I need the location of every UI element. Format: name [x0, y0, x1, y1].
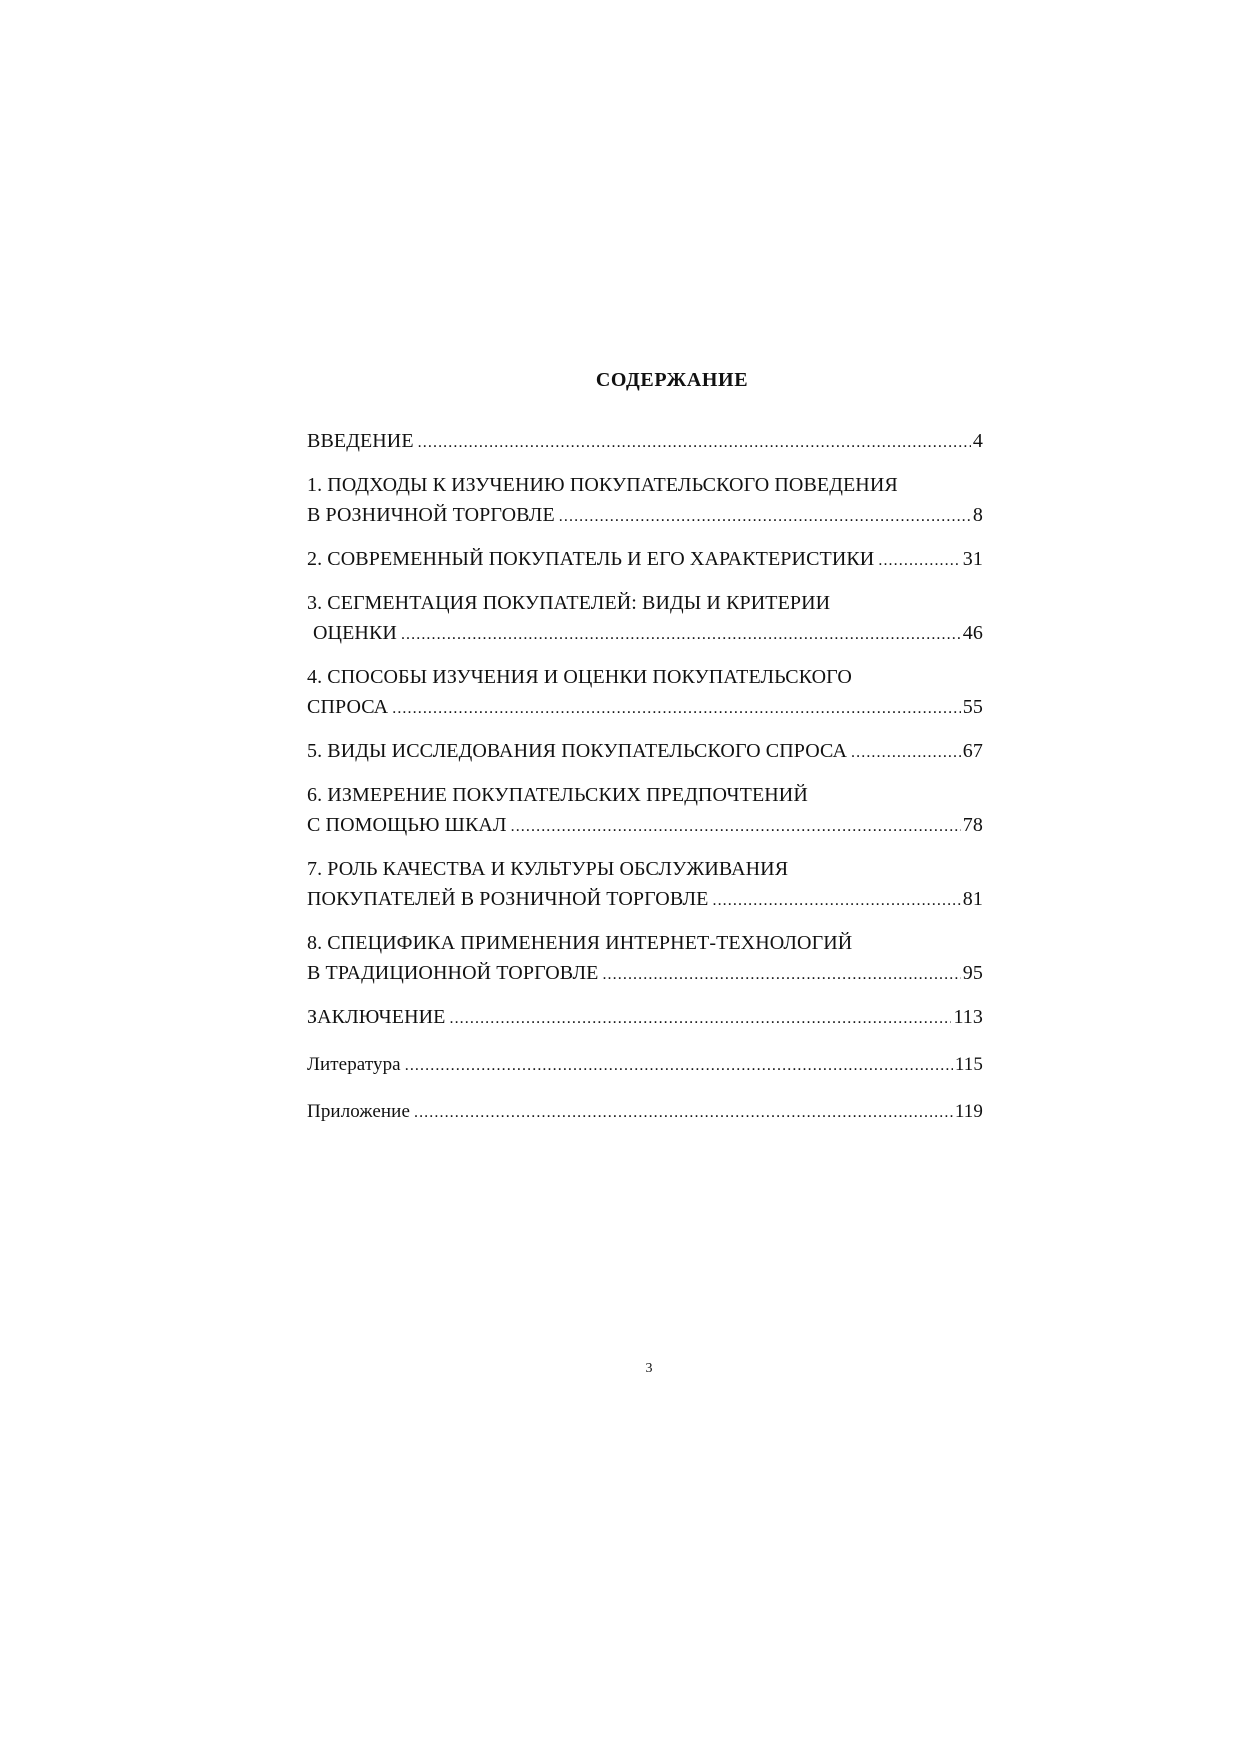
toc-heading: СОДЕРЖАНИЕ — [595, 369, 749, 391]
dot-leader — [392, 694, 961, 724]
table-of-contents — [307, 426, 983, 1140]
toc-entry-label-continued: ОЦЕНКИ — [313, 622, 397, 644]
toc-page-number: 119 — [954, 1101, 983, 1122]
dot-leader — [449, 1004, 951, 1034]
dot-leader — [405, 1051, 953, 1081]
toc-entry-label: 5. ВИДЫ ИССЛЕДОВАНИЯ ПОКУПАТЕЛЬСКОГО СПРОСА — [307, 740, 848, 762]
toc-entry-chapter-5[interactable] — [307, 736, 983, 768]
toc-entry-chapter-3[interactable] — [307, 588, 983, 650]
dot-leader — [878, 546, 960, 576]
toc-entry-label-continued: СПРОСА — [307, 696, 389, 718]
toc-entry-chapter-6[interactable] — [307, 780, 983, 842]
toc-entry-label: 6. ИЗМЕРЕНИЕ ПОКУПАТЕЛЬСКИХ ПРЕДПОЧТЕНИЙ — [307, 784, 808, 806]
dot-leader — [511, 812, 961, 842]
toc-page-number: 55 — [962, 696, 983, 718]
toc-entry-label: 8. СПЕЦИФИКА ПРИМЕНЕНИЯ ИНТЕРНЕТ-ТЕХНОЛОГИЙ — [307, 932, 853, 954]
toc-entry-conclusion[interactable] — [307, 1002, 983, 1034]
toc-entry-label-continued: ПОКУПАТЕЛЕЙ В РОЗНИЧНОЙ ТОРГОВЛЕ — [307, 888, 709, 910]
dot-leader — [559, 502, 971, 532]
toc-page-number: 46 — [962, 622, 983, 644]
toc-entry-label: Литература — [307, 1054, 401, 1075]
toc-entry-chapter-8[interactable] — [307, 928, 983, 990]
toc-entry-label: 7. РОЛЬ КАЧЕСТВА И КУЛЬТУРЫ ОБСЛУЖИВАНИЯ — [307, 858, 789, 880]
toc-entry-label-continued: В РОЗНИЧНОЙ ТОРГОВЛЕ — [307, 504, 555, 526]
toc-page-number: 31 — [962, 548, 983, 570]
dot-leader — [602, 960, 960, 990]
toc-entry-label: ВВЕДЕНИЕ — [307, 430, 414, 452]
toc-page-number: 81 — [962, 888, 983, 910]
toc-page-number: 78 — [962, 814, 983, 836]
toc-entry-appendix[interactable] — [307, 1097, 983, 1128]
dot-leader — [712, 886, 960, 916]
toc-entry-label-continued: В ТРАДИЦИОННОЙ ТОРГОВЛЕ — [307, 962, 599, 984]
toc-entry-literature[interactable] — [307, 1050, 983, 1081]
toc-entry-label: 1. ПОДХОДЫ К ИЗУЧЕНИЮ ПОКУПАТЕЛЬСКОГО ПОВЕДЕНИЯ — [307, 474, 898, 496]
dot-leader — [851, 738, 961, 768]
toc-page-number: 67 — [962, 740, 983, 762]
toc-page-number: 95 — [962, 962, 983, 984]
toc-entry-chapter-1[interactable] — [307, 470, 983, 532]
toc-entry-chapter-4[interactable] — [307, 662, 983, 724]
toc-entry-label: 2. СОВРЕМЕННЫЙ ПОКУПАТЕЛЬ И ЕГО ХАРАКТЕРИСТИКИ — [307, 548, 875, 570]
toc-entry-introduction[interactable] — [307, 426, 983, 458]
toc-entry-label: Приложение — [307, 1101, 410, 1122]
page-number: 3 — [645, 1361, 653, 1376]
toc-entry-label-continued: С ПОМОЩЬЮ ШКАЛ — [307, 814, 507, 836]
dot-leader — [414, 1098, 953, 1128]
dot-leader — [418, 428, 971, 458]
toc-page-number: 4 — [972, 430, 983, 452]
toc-page-number: 8 — [972, 504, 983, 526]
toc-page-number: 113 — [953, 1006, 983, 1028]
toc-entry-chapter-7[interactable] — [307, 854, 983, 916]
toc-page-number: 115 — [954, 1054, 983, 1075]
dot-leader — [401, 620, 961, 650]
toc-entry-chapter-2[interactable] — [307, 544, 983, 576]
toc-entry-label: 4. СПОСОБЫ ИЗУЧЕНИЯ И ОЦЕНКИ ПОКУПАТЕЛЬСКОГО — [307, 666, 852, 688]
toc-entry-label: ЗАКЛЮЧЕНИЕ — [307, 1006, 446, 1028]
toc-entry-label: 3. СЕГМЕНТАЦИЯ ПОКУПАТЕЛЕЙ: ВИДЫ И КРИТЕРИИ — [307, 592, 831, 614]
